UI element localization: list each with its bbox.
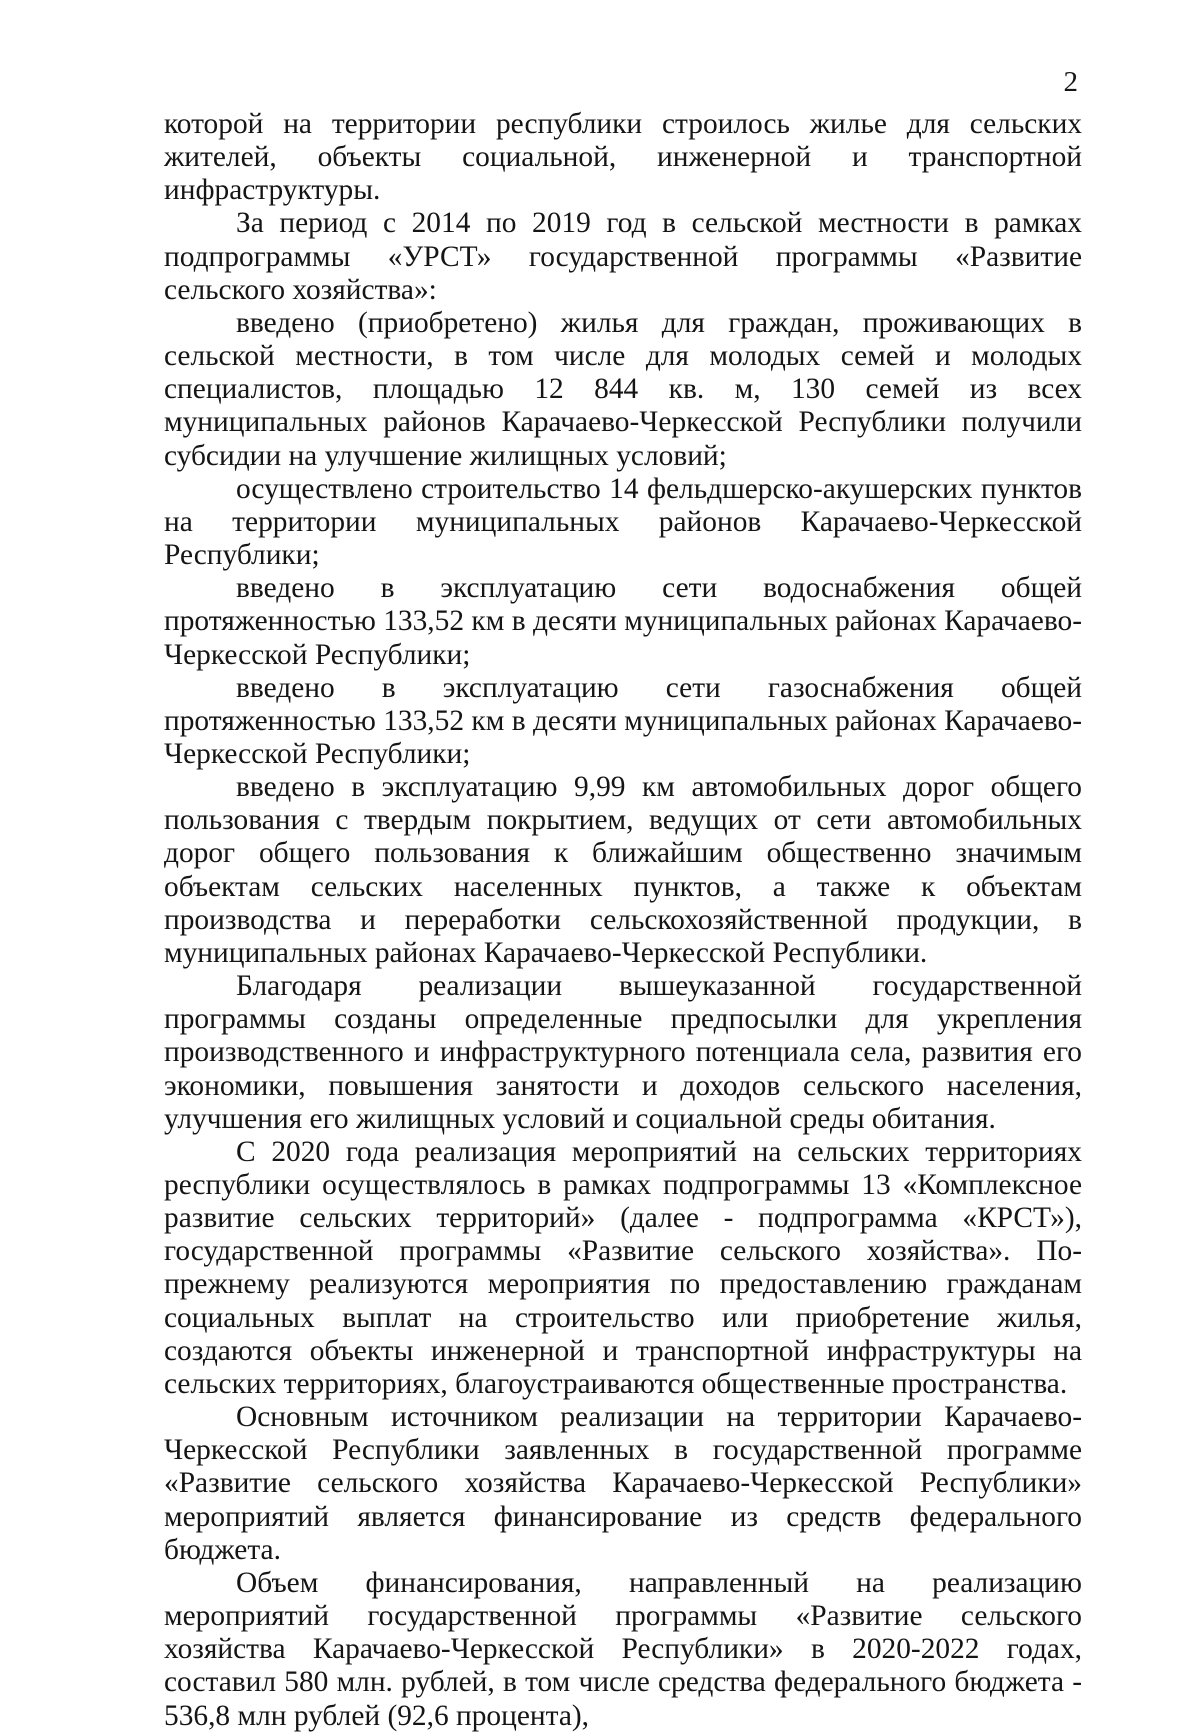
paragraph-housing: введено (приобретено) жилья для граждан, проживающих в сельской местности, в том числе для молодых семей и молодых специалистов, площадью 12 844 кв. м, 130 семей из всех муниципальных районов Карачаево-Черкесской Республики получили субсидии на улучшение жилищных условий; — [164, 306, 1082, 472]
paragraph-water-supply: введено в эксплуатацию сети водоснабжения общей протяженностью 133,52 км в десяти муниципальных районах Карачаево-Черкесской Республики; — [164, 572, 1082, 671]
paragraph-ursts-intro: За период с 2014 по 2019 год в сельской местности в рамках подпрограммы «УРСТ» государственной программы «Развитие сельского хозяйства»: — [164, 207, 1082, 306]
paragraph-funding-volume: Объем финансирования, направленный на реализацию мероприятий государственной программы «Развитие сельского хозяйства Карачаево-Черкесской Республики» в 2020-2022 годах, составил 580 млн. рублей, в том числе средства федерального бюджета - 536,8 млн рублей (92,6 процента), — [164, 1566, 1082, 1732]
page-number: 2 — [1063, 66, 1078, 98]
paragraph-krst-program: С 2020 года реализация мероприятий на сельских территориях республики осуществлялось в рамках подпрограммы 13 «Комплексное развитие сельских территорий» (далее - подпрограмма «КРСТ»), государственной программы «Развитие сельского хозяйства». По-прежнему реализуются мероприятия по предоставлению гражданам социальных выплат на строительство или приобретение жилья, создаются объекты инженерной и транспортной инфраструктуры на сельских территориях, благоустраиваются общественные пространства. — [164, 1135, 1082, 1400]
paragraph-medical-points: осуществлено строительство 14 фельдшерско-акушерских пунктов на территории муниципальных районов Карачаево-Черкесской Республики; — [164, 472, 1082, 572]
paragraph-gas-supply: введено в эксплуатацию сети газоснабжения общей протяженностью 133,52 км в десяти муниципальных районах Карачаево-Черкесской Республики; — [164, 671, 1082, 770]
paragraph-program-results: Благодаря реализации вышеуказанной государственной программы созданы определенные предпосылки для укрепления производственного и инфраструктурного потенциала села, развития его экономики, повышения занятости и доходов сельского населения, улучшения его жилищных условий и социальной среды обитания. — [164, 970, 1082, 1135]
paragraph-funding-source: Основным источником реализации на территории Карачаево-Черкесской Республики заявленных в государственной программе «Развитие сельского хозяйства Карачаево-Черкесской Республики» мероприятий является финансирование из средств федерального бюджета. — [164, 1401, 1082, 1566]
paragraph-continuation: которой на территории республики строилось жилье для сельских жителей, объекты социальной, инженерной и транспортной инфраструктуры. — [164, 108, 1082, 207]
paragraph-roads: введено в эксплуатацию 9,99 км автомобильных дорог общего пользования с твердым покрытием, ведущих от сети автомобильных дорог общего пользования к ближайшим общественно значимым объектам сельских населенных пунктов, а также к объектам производства и переработки сельскохозяйственной продукции, в муниципальных районах Карачаево-Черкесской Республики. — [164, 771, 1082, 969]
document-body — [164, 108, 1082, 1733]
